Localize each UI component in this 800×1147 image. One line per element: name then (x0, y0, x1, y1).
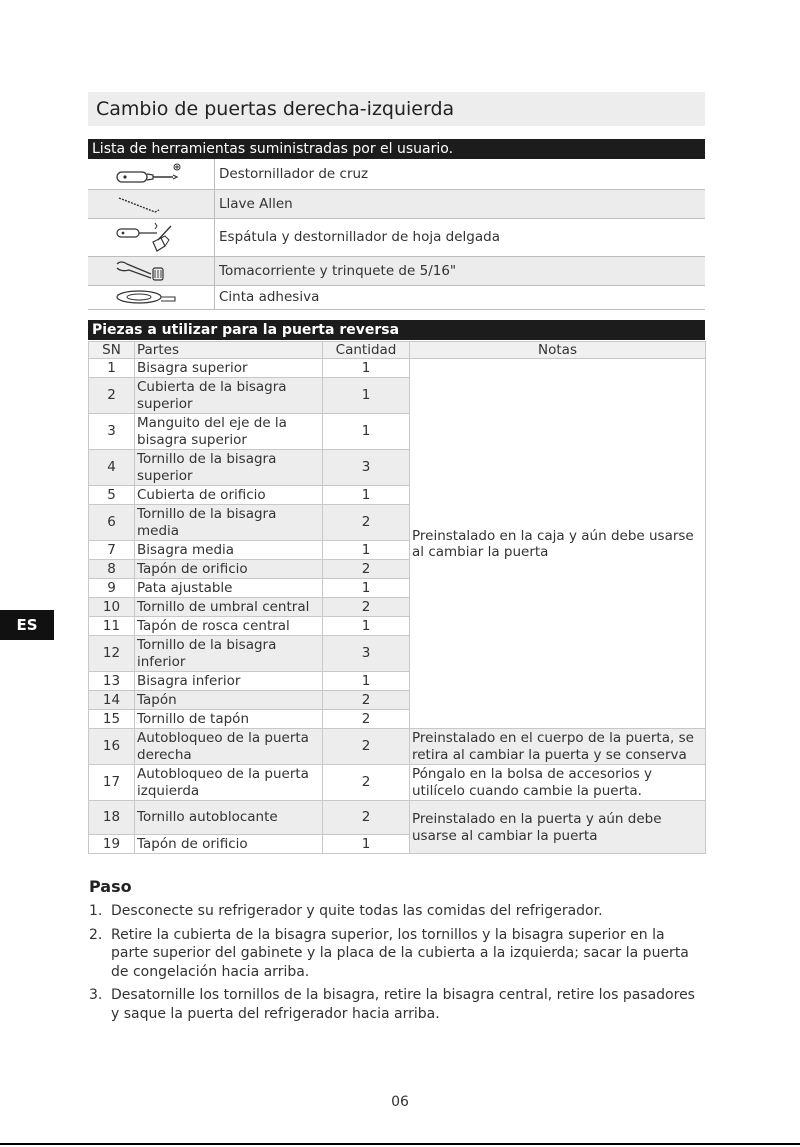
steps-title: Paso (89, 877, 132, 896)
tool-label: Llave Allen (215, 189, 706, 218)
part-note (410, 801, 706, 854)
part-quantity: 3 (323, 636, 410, 672)
part-note-text: Preinstalado en la puerta y aún debe usarse al cambiar la puerta (412, 811, 662, 844)
part-name: Tornillo de umbral central (135, 598, 323, 617)
allen-key-icon (88, 189, 215, 218)
part-sn: 2 (89, 378, 135, 414)
column-header-quantity: Cantidad (323, 342, 410, 359)
part-name: Bisagra inferior (135, 672, 323, 691)
table-row (89, 765, 706, 801)
part-sn: 7 (89, 541, 135, 560)
column-header-sn: SN (89, 342, 135, 359)
part-name: Tapón de orificio (135, 835, 323, 854)
part-name: Pata ajustable (135, 579, 323, 598)
part-quantity: 1 (323, 486, 410, 505)
tools-table (88, 159, 705, 310)
tool-row (88, 218, 705, 256)
part-sn: 18 (89, 801, 135, 835)
part-name: Bisagra superior (135, 359, 323, 378)
part-sn: 3 (89, 414, 135, 450)
part-name: Tornillo de la bisagra superior (135, 450, 323, 486)
tools-section-header: Lista de herramientas suministradas por el usuario. (88, 139, 705, 159)
tool-label: Cinta adhesiva (215, 285, 706, 309)
part-quantity: 1 (323, 378, 410, 414)
step-item (89, 926, 699, 982)
column-header-notes: Notas (410, 342, 706, 359)
table-row (89, 801, 706, 835)
part-note-text: Preinstalado en el cuerpo de la puerta, se retira al cambiar la puerta y se conserva (412, 730, 694, 763)
tool-row (88, 159, 705, 189)
part-note (410, 359, 706, 729)
part-sn: 8 (89, 560, 135, 579)
part-name: Tapón (135, 691, 323, 710)
table-row (89, 359, 706, 378)
tape-icon (88, 285, 215, 309)
spatula-screwdriver-icon (88, 218, 215, 256)
part-name: Tornillo de la bisagra media (135, 505, 323, 541)
part-quantity: 2 (323, 560, 410, 579)
phillips-screwdriver-icon (88, 159, 215, 189)
part-sn: 1 (89, 359, 135, 378)
part-sn: 12 (89, 636, 135, 672)
part-sn: 10 (89, 598, 135, 617)
part-name: Autobloqueo de la puerta izquierda (135, 765, 323, 801)
part-quantity: 1 (323, 835, 410, 854)
part-note (410, 765, 706, 801)
part-name: Tornillo de la bisagra inferior (135, 636, 323, 672)
step-item (89, 986, 699, 1023)
part-sn: 19 (89, 835, 135, 854)
part-note-text: Preinstalado en la caja y aún debe usarse al cambiar la puerta (412, 527, 694, 560)
part-quantity: 1 (323, 579, 410, 598)
socket-ratchet-icon (88, 256, 215, 285)
part-sn: 17 (89, 765, 135, 801)
part-quantity: 2 (323, 801, 410, 835)
part-quantity: 1 (323, 672, 410, 691)
page-number: 06 (391, 1094, 409, 1110)
tool-label: Tomacorriente y trinquete de 5/16" (215, 256, 706, 285)
language-tab: ES (0, 610, 54, 640)
step-number: 3. (89, 987, 103, 1003)
step-number: 1. (89, 903, 103, 919)
bottom-rule (0, 1143, 800, 1145)
step-number: 2. (89, 926, 103, 943)
part-note (410, 729, 706, 765)
part-quantity: 1 (323, 541, 410, 560)
step-text: Retire la cubierta de la bisagra superior, los tornillos y la bisagra superior en la parte superior del gabinete y la placa de la cubierta a la izquierda; sacar la puerta de congelación hacia arriba. (111, 926, 689, 980)
tool-row (88, 189, 705, 218)
part-sn: 4 (89, 450, 135, 486)
part-note-text: Póngalo en la bolsa de accesorios y utilícelo cuando cambie la puerta. (412, 766, 653, 799)
part-name: Tapón de rosca central (135, 617, 323, 636)
page-title: Cambio de puertas derecha-izquierda (88, 92, 705, 126)
part-sn: 14 (89, 691, 135, 710)
steps-list (89, 902, 699, 1028)
step-text: Desconecte su refrigerador y quite todas las comidas del refrigerador. (111, 903, 603, 919)
part-quantity: 1 (323, 359, 410, 378)
part-name: Cubierta de la bisagra superior (135, 378, 323, 414)
part-name: Tornillo de tapón (135, 710, 323, 729)
part-sn: 11 (89, 617, 135, 636)
tool-label: Destornillador de cruz (215, 159, 706, 189)
step-item (89, 902, 699, 921)
part-quantity: 2 (323, 505, 410, 541)
part-sn: 6 (89, 505, 135, 541)
part-quantity: 2 (323, 691, 410, 710)
part-sn: 15 (89, 710, 135, 729)
parts-header-row (89, 342, 706, 359)
part-quantity: 3 (323, 450, 410, 486)
part-name: Tornillo autoblocante (135, 801, 323, 835)
column-header-parts: Partes (135, 342, 323, 359)
step-text: Desatornille los tornillos de la bisagra, retire la bisagra central, retire los pasadores y saque la puerta del refrigerador hacia arriba. (111, 987, 695, 1022)
part-name: Bisagra media (135, 541, 323, 560)
part-name: Autobloqueo de la puerta derecha (135, 729, 323, 765)
part-sn: 9 (89, 579, 135, 598)
part-quantity: 2 (323, 765, 410, 801)
part-quantity: 1 (323, 414, 410, 450)
part-quantity: 2 (323, 598, 410, 617)
part-name: Cubierta de orificio (135, 486, 323, 505)
part-sn: 13 (89, 672, 135, 691)
part-name: Manguito del eje de la bisagra superior (135, 414, 323, 450)
part-sn: 16 (89, 729, 135, 765)
parts-table (88, 341, 706, 854)
part-quantity: 1 (323, 617, 410, 636)
parts-section-header: Piezas a utilizar para la puerta reversa (88, 320, 705, 340)
part-sn: 5 (89, 486, 135, 505)
part-name: Tapón de orificio (135, 560, 323, 579)
tool-row (88, 285, 705, 309)
tool-label: Espátula y destornillador de hoja delgada (215, 218, 706, 256)
tool-row (88, 256, 705, 285)
table-row (89, 729, 706, 765)
part-quantity: 2 (323, 729, 410, 765)
part-quantity: 2 (323, 710, 410, 729)
